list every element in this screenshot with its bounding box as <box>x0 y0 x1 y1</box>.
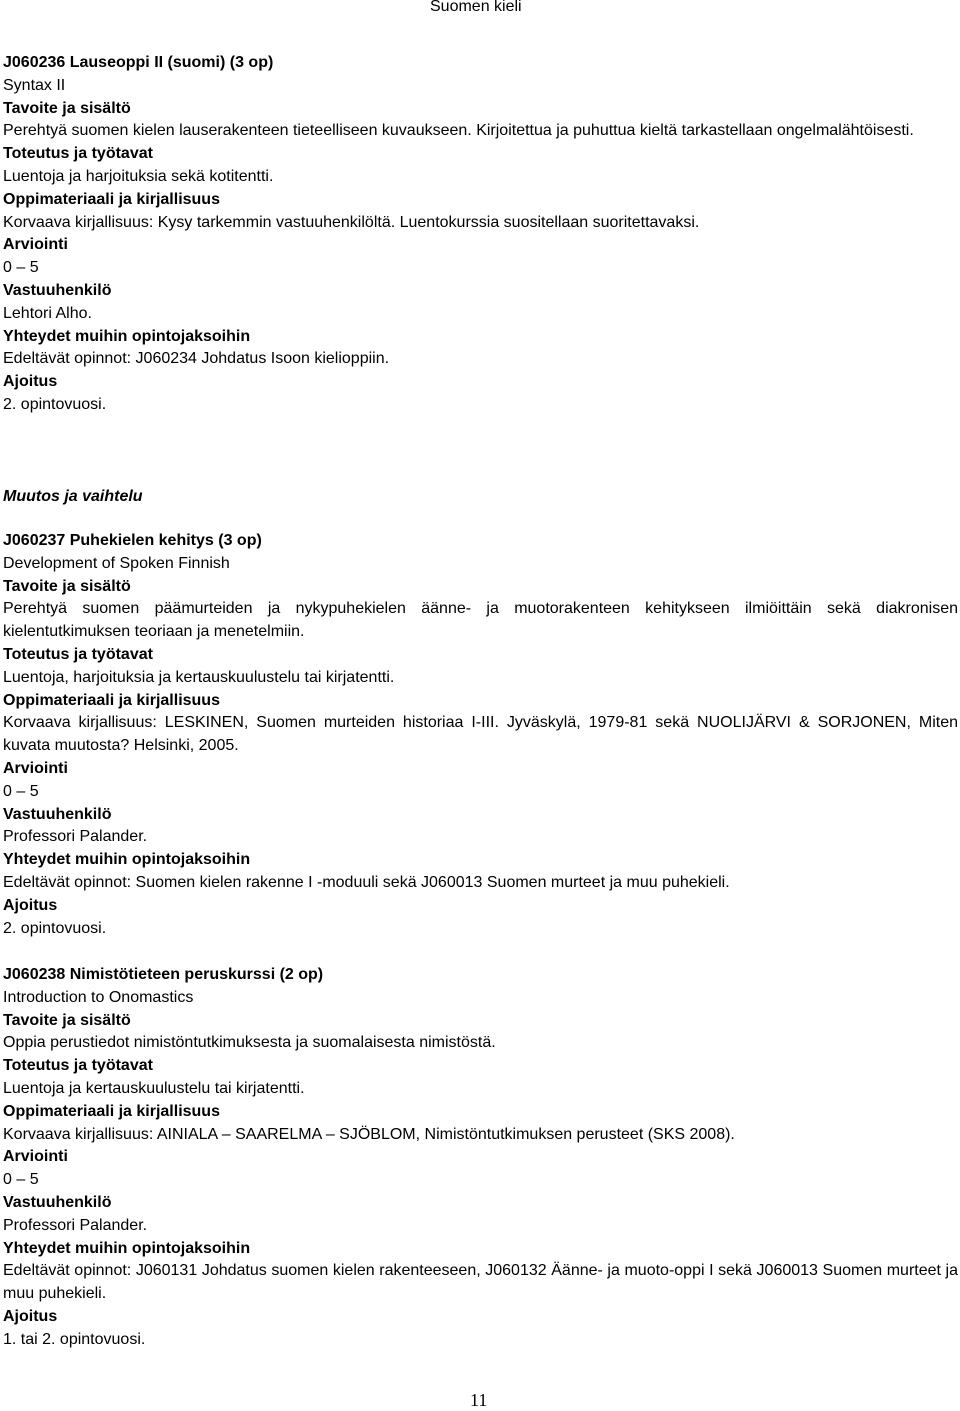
goal-label: Tavoite ja sisältö <box>3 1011 131 1029</box>
material-label: Oppimateriaali ja kirjallisuus <box>3 691 220 709</box>
material-label: Oppimateriaali ja kirjallisuus <box>3 190 220 208</box>
material-text: Korvaava kirjallisuus: LESKINEN, Suomen murteiden historiaa I-III. Jyväskylä, 1979-81 sekä NUOLIJÄRVI & SORJONEN, Miten kuvata muutosta? Helsinki, 2005. <box>3 714 958 755</box>
material-label: Oppimateriaali ja kirjallisuus <box>3 1102 220 1120</box>
course-section-j060236 <box>3 52 958 417</box>
timing-label: Ajoitus <box>3 896 58 914</box>
material-text: Korvaava kirjallisuus: Kysy tarkemmin vastuuhenkilöltä. Luentokurssia suositellaan suoritettavaksi. <box>3 213 700 231</box>
person-text: Lehtori Alho. <box>3 304 92 322</box>
relations-text: Edeltävät opinnot: J060234 Johdatus Isoon kielioppiin. <box>3 350 390 368</box>
method-label: Toteutus ja työtavat <box>3 1057 153 1075</box>
person-label: Vastuuhenkilö <box>3 1193 112 1211</box>
grading-label: Arviointi <box>3 236 68 254</box>
goal-text: Perehtyä suomen kielen lauserakenteen tieteelliseen kuvaukseen. Kirjoitettua ja puhuttua kieltä tarkastellaan ongelmalähtöisesti. <box>3 122 914 140</box>
relations-label: Yhteydet muihin opintojaksoihin <box>3 1239 251 1257</box>
course-subtitle: Development of Spoken Finnish <box>3 554 230 572</box>
method-label: Toteutus ja työtavat <box>3 645 153 663</box>
person-text: Professori Palander. <box>3 1216 148 1234</box>
person-label: Vastuuhenkilö <box>3 281 112 299</box>
timing-label: Ajoitus <box>3 1307 58 1325</box>
goal-text: Oppia perustiedot nimistöntutkimuksesta ja suomalaisesta nimistöstä. <box>3 1034 496 1052</box>
goal-label: Tavoite ja sisältö <box>3 99 131 117</box>
course-subtitle: Introduction to Onomastics <box>3 988 194 1006</box>
course-title: J060238 Nimistötieteen peruskurssi (2 op) <box>3 966 324 983</box>
timing-text: 2. opintovuosi. <box>3 919 107 937</box>
method-text: Luentoja ja kertauskuulustelu tai kirjatentti. <box>3 1079 305 1097</box>
method-label: Toteutus ja työtavat <box>3 145 153 163</box>
person-text: Professori Palander. <box>3 828 148 846</box>
method-text: Luentoja ja harjoituksia sekä kotitentti. <box>3 167 274 185</box>
grading-text: 0 – 5 <box>3 782 39 800</box>
course-section-j060237 <box>3 530 958 940</box>
timing-text: 1. tai 2. opintovuosi. <box>3 1330 146 1348</box>
relations-label: Yhteydet muihin opintojaksoihin <box>3 327 251 345</box>
method-text: Luentoja, harjoituksia ja kertauskuulustelu tai kirjatentti. <box>3 668 395 686</box>
section-heading: Muutos ja vaihtelu <box>3 488 143 505</box>
relations-text: Edeltävät opinnot: J060131 Johdatus suomen kielen rakenteeseen, J060132 Äänne- ja muoto-oppi I sekä J060013 Suomen murteet ja muu puhekieli. <box>3 1262 958 1303</box>
grading-text: 0 – 5 <box>3 259 39 277</box>
timing-label: Ajoitus <box>3 373 58 391</box>
page-number: 11 <box>470 1390 488 1410</box>
timing-text: 2. opintovuosi. <box>3 395 107 413</box>
course-title: J060237 Puhekielen kehitys (3 op) <box>3 532 262 549</box>
grading-label: Arviointi <box>3 759 68 777</box>
course-subtitle: Syntax II <box>3 76 66 94</box>
course-title: J060236 Lauseoppi II (suomi) (3 op) <box>3 54 274 71</box>
grading-text: 0 – 5 <box>3 1171 39 1189</box>
person-label: Vastuuhenkilö <box>3 805 112 823</box>
material-text: Korvaava kirjallisuus: AINIALA – SAARELMA – SJÖBLOM, Nimistöntutkimuksen perusteet (SKS 2008). <box>3 1125 735 1143</box>
course-section-j060238 <box>3 964 958 1352</box>
relations-label: Yhteydet muihin opintojaksoihin <box>3 851 251 869</box>
grading-label: Arviointi <box>3 1148 68 1166</box>
relations-text: Edeltävät opinnot: Suomen kielen rakenne I -moduuli sekä J060013 Suomen murteet ja muu puhekieli. <box>3 873 730 891</box>
goal-label: Tavoite ja sisältö <box>3 577 131 595</box>
page-header: Suomen kieli <box>430 0 522 15</box>
goal-text: Perehtyä suomen päämurteiden ja nykypuhekielen äänne- ja muotorakenteen kehitykseen ilmiöittäin sekä diakronisen kielentutkimuksen teoriaan ja menetelmiin. <box>3 600 958 641</box>
